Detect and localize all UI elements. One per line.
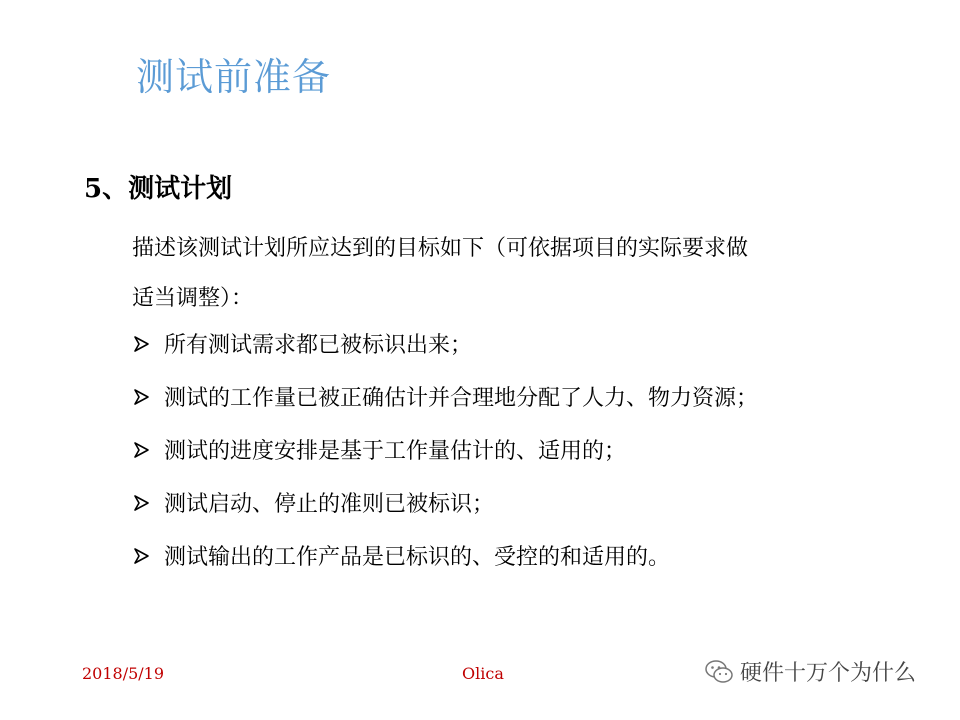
bullet-text: 测试输出的工作产品是已标识的、受控的和适用的。 bbox=[164, 545, 671, 570]
bullet-item bbox=[132, 423, 932, 476]
section-heading: 5、测试计划 bbox=[84, 174, 233, 204]
arrow-bullet-icon bbox=[132, 388, 150, 406]
bullet-item bbox=[132, 529, 932, 582]
intro-paragraph bbox=[132, 224, 912, 324]
footer-date: 2018/5/19 bbox=[82, 664, 165, 683]
bullet-text: 所有测试需求都已被标识出来； bbox=[164, 333, 473, 358]
page-title: 测试前准备 bbox=[136, 55, 332, 99]
bullet-item bbox=[132, 317, 932, 370]
footer-author: Olica bbox=[462, 664, 504, 683]
watermark-text: 硬件十万个为什么 bbox=[740, 661, 917, 686]
bullet-item bbox=[132, 476, 932, 529]
bullet-item bbox=[132, 370, 932, 423]
arrow-bullet-icon bbox=[132, 441, 150, 459]
arrow-bullet-icon bbox=[132, 547, 150, 565]
arrow-bullet-icon bbox=[132, 335, 150, 353]
bullet-text: 测试的工作量已被正确估计并合理地分配了人力、物力资源； bbox=[164, 386, 759, 411]
watermark bbox=[704, 656, 916, 687]
bullet-text: 测试启动、停止的准则已被标识； bbox=[164, 492, 495, 517]
wechat-icon bbox=[704, 659, 734, 685]
arrow-bullet-icon bbox=[132, 494, 150, 512]
intro-line: 适当调整）： bbox=[132, 286, 254, 311]
intro-line: 描述该测试计划所应达到的目标如下（可依据项目的实际要求做 bbox=[132, 236, 749, 261]
bullet-list bbox=[132, 317, 932, 582]
bullet-text: 测试的进度安排是基于工作量估计的、适用的； bbox=[164, 439, 627, 464]
